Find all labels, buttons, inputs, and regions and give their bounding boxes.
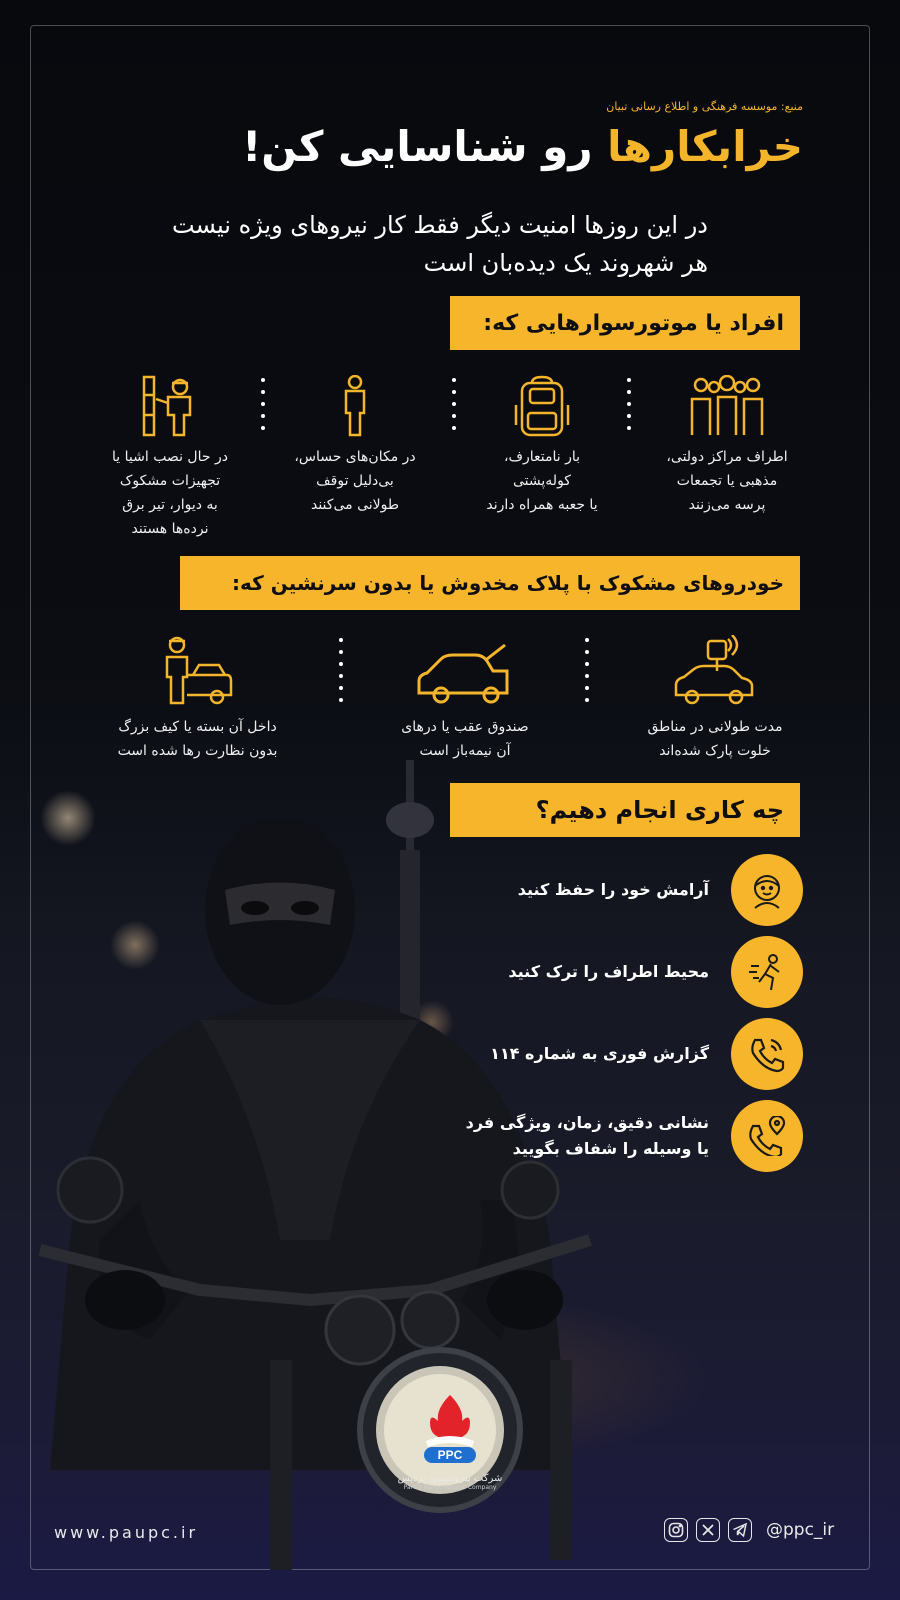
flame-logo-icon [418,1395,482,1465]
car-item-unattended-bag [90,635,305,763]
item-line: تجهیزات مشکوک [119,473,221,489]
car-item-parked [620,635,810,763]
step-text [490,1041,709,1067]
item-line: بدون نظارت رها شده است [117,743,278,759]
source-credit: منبع: موسسه فرهنگی و اطلاع رسانی تبیان [606,100,803,113]
calm-face-icon [747,870,787,910]
people-item-loitering [280,375,430,517]
company-name-en: Pardis Petrochemical Company [403,1484,497,1491]
item-line: در حال نصب اشیا یا [112,449,228,465]
item-line: مذهبی یا تجمعات [676,473,778,489]
subtitle-line-2: هر شهروند یک دیده‌بان است [423,249,708,277]
social-handle[interactable]: @ppc_ir [766,1520,835,1540]
title-highlight: خرابکارها [607,122,803,171]
step-text [466,1110,709,1162]
item-line: به دیوار، تیر برق [122,497,218,513]
item-line: یا جعبه همراه دارند [486,497,598,513]
person-at-car-icon [163,635,233,707]
telegram-icon[interactable] [728,1518,752,1542]
item-line: در مکان‌های حساس، [294,449,416,465]
divider-dots [627,378,631,438]
person-installing-device-icon [142,375,198,437]
item-line: آن نیمه‌باز است [419,743,511,759]
standing-person-icon [340,375,370,437]
action-step [508,936,803,1008]
item-line: کوله‌پشتی [513,473,571,489]
divider-dots [452,378,456,438]
leave-area-icon [747,952,787,992]
title-rest: رو شناسایی کن! [242,122,608,171]
phone-location-icon [747,1116,787,1156]
item-line: خلوت پارک شده‌اند [659,743,771,759]
people-section-heading: افراد یا موتورسوارهایی که: [450,296,800,350]
step-icon-circle [731,936,803,1008]
actions-section-heading: چه کاری انجام دهیم؟ [450,783,800,837]
item-line: مدت طولانی در مناطق [647,719,783,735]
people-item-baggage [467,375,617,517]
item-line: اطراف مراکز دولتی، [666,449,788,465]
people-item-installing [95,375,245,541]
car-item-open-trunk [365,635,565,763]
cars-section-heading: خودروهای مشکوک با پلاک مخدوش یا بدون سرنشین که: [180,556,800,610]
item-line: بی‌دلیل توقف [316,473,394,489]
item-line: بار نامتعارف، [503,449,581,465]
divider-dots [261,378,265,438]
item-line: پرسه می‌زنند [688,497,766,513]
step-icon-circle [731,1018,803,1090]
masked-rider-photo [30,820,620,1570]
group-people-icon [689,375,765,437]
divider-dots [585,638,589,710]
action-step [466,1100,803,1172]
car-open-trunk-icon [415,635,515,707]
step-line: آرامش خود را حفظ کنید [517,880,709,899]
step-line: محیط اطراف را ترک کنید [508,962,709,981]
company-logo [390,1395,510,1491]
subtitle [172,206,708,282]
phone-call-icon [747,1034,787,1074]
step-text [518,877,709,903]
step-line: نشانی دقیق، زمان، ویژگی فرد [465,1113,709,1132]
step-line: یا وسیله را شفاف بگویید [512,1139,709,1158]
instagram-icon[interactable] [664,1518,688,1542]
website-link[interactable]: www.paupc.ir [54,1523,199,1542]
item-line: داخل آن بسته یا کیف بزرگ [118,719,277,735]
backpack-icon [514,375,570,437]
company-name-fa: شرکت پتروشیمی پردیس [397,1473,503,1484]
item-line: طولانی می‌کنند [310,497,399,513]
x-twitter-icon[interactable] [696,1518,720,1542]
step-icon-circle [731,1100,803,1172]
divider-dots [339,638,343,710]
step-line: گزارش فوری به شماره ۱۱۴ [490,1044,709,1063]
item-line: نرده‌ها هستند [131,521,209,537]
subtitle-line-1: در این روزها امنیت دیگر فقط کار نیروهای ویژه نیست [172,211,708,239]
logo-text: PPC [437,1448,463,1462]
people-item-gathering [652,375,802,517]
step-icon-circle [731,854,803,926]
step-text [508,959,709,985]
social-links [664,1518,834,1542]
page-title [242,122,803,172]
parked-car-icon [670,635,760,707]
item-line: صندوق عقب یا درهای [401,719,529,735]
action-step [518,854,803,926]
action-step [490,1018,803,1090]
